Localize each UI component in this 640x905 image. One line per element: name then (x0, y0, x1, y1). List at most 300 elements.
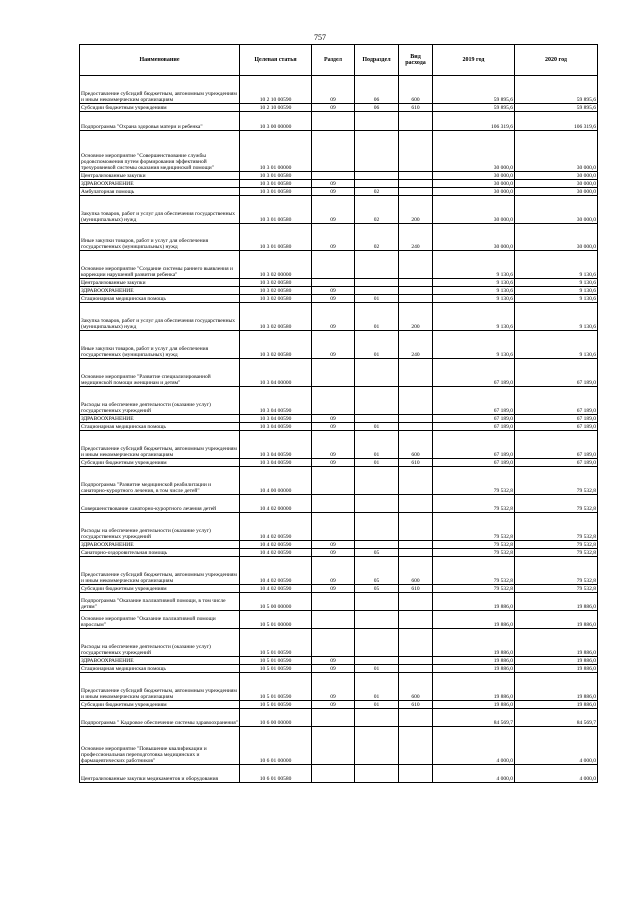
table-row (80, 331, 598, 359)
row-name: Централизованные закупки (80, 172, 240, 180)
row-name: Предоставление субсидий бюджетным, автономным учреждениям и иным некоммерческим организациям (80, 76, 240, 104)
row-amount-2019: 9 130,6 (433, 331, 515, 359)
table-row (80, 287, 598, 295)
budget-table (79, 44, 598, 783)
row-expense-type (399, 415, 433, 423)
row-subsection (355, 513, 399, 541)
row-name: Иные закупки товаров, работ и услуг для обеспечения государственных (муниципальных) нужд (80, 331, 240, 359)
row-name: Основное мероприятие "Совершенствование службы родовспоможения путем формирования эффективной трехуровневой системы оказания медицинской помощи" (80, 131, 240, 172)
table-row (80, 657, 598, 665)
row-name: Стационарная медицинская помощь (80, 295, 240, 303)
row-amount-2020: 30 000,0 (515, 180, 598, 188)
row-target: 10 4 02 00590 (240, 541, 312, 549)
row-expense-type (399, 131, 433, 172)
row-target: 10 3 04 00590 (240, 431, 312, 459)
row-amount-2020: 79 532,8 (515, 585, 598, 593)
row-expense-type (399, 423, 433, 431)
row-expense-type (399, 112, 433, 131)
row-name: Закупка товаров, работ и услуг для обеспечения государственных (муниципальных) нужд (80, 196, 240, 224)
row-amount-2019: 4 000,0 (433, 765, 515, 783)
row-section: 09 (312, 431, 355, 459)
table-row (80, 295, 598, 303)
row-amount-2019: 9 130,6 (433, 279, 515, 287)
row-target: 10 4 02 00590 (240, 549, 312, 557)
row-amount-2020: 30 000,0 (515, 188, 598, 196)
row-section: 09 (312, 303, 355, 331)
table-row (80, 279, 598, 287)
row-section: 09 (312, 541, 355, 549)
row-name: Подпрограмма " Кадровое обеспечение системы здравоохранения" (80, 709, 240, 727)
row-target: 10 5 01 00590 (240, 629, 312, 657)
row-amount-2019: 106 319,6 (433, 112, 515, 131)
row-expense-type: 610 (399, 459, 433, 467)
row-expense-type (399, 495, 433, 513)
table-row (80, 104, 598, 112)
row-amount-2020: 30 000,0 (515, 196, 598, 224)
row-expense-type (399, 387, 433, 415)
table-row (80, 303, 598, 331)
row-target: 10 6 01 00580 (240, 765, 312, 783)
row-subsection: 05 (355, 585, 399, 593)
row-amount-2020: 30 000,0 (515, 172, 598, 180)
row-section: 09 (312, 657, 355, 665)
table-row (80, 131, 598, 172)
row-name: ЗДРАВООХРАНЕНИЕ (80, 180, 240, 188)
row-name: Субсидии бюджетным учреждениям (80, 585, 240, 593)
row-section: 09 (312, 287, 355, 295)
row-expense-type: 200 (399, 196, 433, 224)
row-amount-2019: 30 000,0 (433, 196, 515, 224)
row-amount-2020: 19 886,0 (515, 611, 598, 629)
row-expense-type (399, 279, 433, 287)
row-amount-2019: 9 130,6 (433, 251, 515, 279)
row-name: Подпрограмма "Развитие медицинской реабилитации и санаторно-курортного лечения, в том числе детей" (80, 467, 240, 495)
row-amount-2019: 79 532,8 (433, 557, 515, 585)
row-subsection (355, 415, 399, 423)
row-section: 09 (312, 673, 355, 701)
table-row (80, 513, 598, 541)
row-section: 09 (312, 459, 355, 467)
row-name: Основное мероприятие "Развитие специализированной медицинской помощи женщинам и детям" (80, 359, 240, 387)
row-section: 09 (312, 76, 355, 104)
row-target: 10 2 10 00590 (240, 76, 312, 104)
row-target: 10 3 02 00580 (240, 279, 312, 287)
row-target: 10 4 02 00590 (240, 557, 312, 585)
table-row (80, 188, 598, 196)
row-section (312, 172, 355, 180)
row-amount-2020: 67 189,0 (515, 423, 598, 431)
row-subsection: 01 (355, 673, 399, 701)
row-section (312, 727, 355, 765)
row-amount-2020: 19 886,0 (515, 701, 598, 709)
table-row (80, 727, 598, 765)
row-section (312, 251, 355, 279)
row-subsection (355, 112, 399, 131)
row-amount-2019: 19 886,0 (433, 593, 515, 611)
page-number: 757 (314, 33, 326, 42)
row-name: Основное мероприятие "Оказание паллиативной помощи взрослым" (80, 611, 240, 629)
table-row (80, 585, 598, 593)
row-target: 10 3 04 00000 (240, 359, 312, 387)
row-expense-type (399, 629, 433, 657)
row-section: 09 (312, 557, 355, 585)
row-amount-2020: 9 130,6 (515, 287, 598, 295)
row-target: 10 5 01 00590 (240, 673, 312, 701)
row-amount-2019: 79 532,8 (433, 585, 515, 593)
table-row (80, 251, 598, 279)
row-subsection (355, 279, 399, 287)
table-row (80, 495, 598, 513)
row-expense-type (399, 295, 433, 303)
row-subsection: 01 (355, 423, 399, 431)
row-amount-2019: 79 532,8 (433, 541, 515, 549)
table-row (80, 459, 598, 467)
header-section: Раздел (312, 45, 355, 76)
table-row (80, 673, 598, 701)
row-name: Субсидии бюджетным учреждениям (80, 701, 240, 709)
row-amount-2020: 9 130,6 (515, 331, 598, 359)
row-amount-2019: 67 189,0 (433, 431, 515, 459)
table-header-row (80, 45, 598, 76)
row-subsection (355, 180, 399, 188)
row-expense-type: 200 (399, 303, 433, 331)
row-subsection: 06 (355, 76, 399, 104)
row-name: ЗДРАВООХРАНЕНИЕ (80, 287, 240, 295)
row-amount-2020: 9 130,6 (515, 279, 598, 287)
row-amount-2019: 59 895,6 (433, 76, 515, 104)
row-target: 10 3 02 00580 (240, 295, 312, 303)
row-subsection (355, 387, 399, 415)
row-section: 09 (312, 188, 355, 196)
row-amount-2020: 4 000,0 (515, 727, 598, 765)
row-name: Предоставление субсидий бюджетным, автономным учреждениям и иным некоммерческим организациям (80, 557, 240, 585)
row-name: Амбулаторная помощь (80, 188, 240, 196)
row-target: 10 3 01 00580 (240, 180, 312, 188)
row-amount-2019: 84 569,7 (433, 709, 515, 727)
header-2020: 2020 год (515, 45, 598, 76)
row-expense-type (399, 180, 433, 188)
row-target: 10 3 01 00580 (240, 172, 312, 180)
row-target: 10 3 02 00580 (240, 303, 312, 331)
row-target: 10 2 10 00590 (240, 104, 312, 112)
table-body (80, 76, 598, 783)
row-amount-2019: 9 130,6 (433, 287, 515, 295)
table-row (80, 549, 598, 557)
row-target: 10 3 01 00580 (240, 224, 312, 251)
row-name: Стационарная медицинская помощь (80, 665, 240, 673)
row-expense-type: 240 (399, 224, 433, 251)
row-amount-2020: 9 130,6 (515, 251, 598, 279)
table-row (80, 431, 598, 459)
row-subsection (355, 287, 399, 295)
row-amount-2020: 19 886,0 (515, 665, 598, 673)
row-target: 10 3 04 00590 (240, 415, 312, 423)
table-row (80, 765, 598, 783)
row-subsection (355, 709, 399, 727)
table-row (80, 196, 598, 224)
row-section (312, 387, 355, 415)
row-amount-2019: 19 886,0 (433, 611, 515, 629)
row-amount-2020: 19 886,0 (515, 593, 598, 611)
row-subsection (355, 172, 399, 180)
row-target: 10 4 02 00590 (240, 513, 312, 541)
row-expense-type (399, 727, 433, 765)
row-amount-2019: 30 000,0 (433, 131, 515, 172)
row-section: 09 (312, 415, 355, 423)
table-row (80, 709, 598, 727)
row-subsection (355, 467, 399, 495)
row-name: Иные закупки товаров, работ и услуг для обеспечения государственных (муниципальных) нужд (80, 224, 240, 251)
row-subsection: 06 (355, 104, 399, 112)
row-target: 10 5 00 00000 (240, 593, 312, 611)
row-amount-2019: 30 000,0 (433, 224, 515, 251)
row-subsection: 05 (355, 557, 399, 585)
row-target: 10 3 00 00000 (240, 112, 312, 131)
row-name: Централизованные закупки медикаментов и оборудования (80, 765, 240, 783)
row-subsection (355, 727, 399, 765)
row-subsection: 01 (355, 701, 399, 709)
row-subsection: 01 (355, 331, 399, 359)
row-amount-2019: 19 886,0 (433, 673, 515, 701)
row-expense-type (399, 359, 433, 387)
row-section (312, 131, 355, 172)
row-target: 10 3 04 00590 (240, 387, 312, 415)
row-target: 10 3 02 00580 (240, 331, 312, 359)
row-name: Закупка товаров, работ и услуг для обеспечения государственных (муниципальных) нужд (80, 303, 240, 331)
header-2019: 2019 год (433, 45, 515, 76)
row-expense-type (399, 593, 433, 611)
row-subsection (355, 359, 399, 387)
row-subsection: 05 (355, 549, 399, 557)
row-section (312, 279, 355, 287)
row-target: 10 3 02 00580 (240, 287, 312, 295)
row-expense-type (399, 549, 433, 557)
row-target: 10 4 02 00000 (240, 495, 312, 513)
table-row (80, 665, 598, 673)
row-section (312, 611, 355, 629)
row-name: Основное мероприятие "Создание системы раннего выявления и коррекции нарушений развития ребенка" (80, 251, 240, 279)
row-amount-2019: 4 000,0 (433, 727, 515, 765)
row-expense-type: 240 (399, 331, 433, 359)
row-amount-2019: 79 532,8 (433, 495, 515, 513)
header-name: Наименование (80, 45, 240, 76)
row-amount-2019: 19 886,0 (433, 665, 515, 673)
row-amount-2020: 84 569,7 (515, 709, 598, 727)
table-row (80, 387, 598, 415)
row-target: 10 6 01 00000 (240, 727, 312, 765)
row-target: 10 4 02 00590 (240, 585, 312, 593)
table-row (80, 359, 598, 387)
header-expense-type: Вид расхода (399, 45, 433, 76)
row-target: 10 3 02 00000 (240, 251, 312, 279)
row-amount-2019: 79 532,8 (433, 549, 515, 557)
row-subsection (355, 629, 399, 657)
row-name: Подпрограмма "Охрана здоровья матери и ребенка" (80, 112, 240, 131)
row-section: 09 (312, 180, 355, 188)
table-row (80, 112, 598, 131)
row-target: 10 3 04 00590 (240, 459, 312, 467)
row-subsection (355, 495, 399, 513)
table-row (80, 593, 598, 611)
row-subsection: 02 (355, 188, 399, 196)
header-target: Целевая статья (240, 45, 312, 76)
row-amount-2020: 59 895,6 (515, 104, 598, 112)
row-amount-2020: 67 189,0 (515, 387, 598, 415)
row-subsection: 01 (355, 459, 399, 467)
row-amount-2019: 9 130,6 (433, 295, 515, 303)
row-section (312, 765, 355, 783)
row-section (312, 359, 355, 387)
row-subsection: 02 (355, 224, 399, 251)
row-expense-type (399, 188, 433, 196)
row-name: Основное мероприятие "Повышение квалификации и профессиональная переподготовка медицинских и фармацевтических работников" (80, 727, 240, 765)
row-section: 09 (312, 423, 355, 431)
row-amount-2020: 79 532,8 (515, 541, 598, 549)
row-subsection (355, 765, 399, 783)
row-expense-type (399, 172, 433, 180)
row-expense-type: 600 (399, 557, 433, 585)
table-row (80, 224, 598, 251)
row-amount-2019: 67 189,0 (433, 387, 515, 415)
row-amount-2019: 79 532,8 (433, 467, 515, 495)
row-amount-2019: 67 189,0 (433, 359, 515, 387)
row-subsection: 01 (355, 295, 399, 303)
row-target: 10 3 01 00580 (240, 196, 312, 224)
table-row (80, 629, 598, 657)
table-row (80, 541, 598, 549)
row-expense-type (399, 657, 433, 665)
row-expense-type (399, 709, 433, 727)
row-section: 09 (312, 331, 355, 359)
row-name: Расходы на обеспечение деятельности (оказание услуг) государственных учреждений (80, 629, 240, 657)
row-name: Санаторно-оздоровительная помощь (80, 549, 240, 557)
row-subsection (355, 611, 399, 629)
table-row (80, 467, 598, 495)
row-subsection (355, 657, 399, 665)
row-amount-2020: 67 189,0 (515, 431, 598, 459)
row-name: Предоставление субсидий бюджетным, автономным учреждениям и иным некоммерческим организациям (80, 431, 240, 459)
row-name: Расходы на обеспечение деятельности (оказание услуг) государственных учреждений (80, 387, 240, 415)
row-subsection (355, 251, 399, 279)
row-amount-2020: 67 189,0 (515, 359, 598, 387)
row-amount-2020: 9 130,6 (515, 295, 598, 303)
row-target: 10 5 01 00590 (240, 665, 312, 673)
row-section (312, 112, 355, 131)
table-row (80, 180, 598, 188)
row-amount-2020: 79 532,8 (515, 513, 598, 541)
row-section: 09 (312, 295, 355, 303)
row-amount-2019: 30 000,0 (433, 172, 515, 180)
row-expense-type: 600 (399, 431, 433, 459)
row-expense-type: 610 (399, 104, 433, 112)
row-amount-2020: 19 886,0 (515, 629, 598, 657)
header-subsection: Подраздел (355, 45, 399, 76)
row-name: Централизованные закупки (80, 279, 240, 287)
row-expense-type (399, 513, 433, 541)
row-section (312, 593, 355, 611)
row-section: 09 (312, 665, 355, 673)
table-row (80, 76, 598, 104)
row-name: Субсидии бюджетным учреждениям (80, 459, 240, 467)
row-amount-2019: 67 189,0 (433, 423, 515, 431)
row-name: Предоставление субсидий бюджетным, автономным учреждениям и иным некоммерческим организациям (80, 673, 240, 701)
table-row (80, 423, 598, 431)
row-expense-type (399, 611, 433, 629)
table-row (80, 557, 598, 585)
row-amount-2019: 30 000,0 (433, 188, 515, 196)
row-amount-2020: 19 886,0 (515, 657, 598, 665)
row-expense-type: 600 (399, 76, 433, 104)
row-name: Подпрограмма "Оказание паллиативной помощи, в том числе детям" (80, 593, 240, 611)
row-section (312, 629, 355, 657)
row-expense-type (399, 251, 433, 279)
row-name: ЗДРАВООХРАНЕНИЕ (80, 657, 240, 665)
row-name: Совершенствование санаторно-курортного лечения детей (80, 495, 240, 513)
row-target: 10 3 04 00590 (240, 423, 312, 431)
row-amount-2020: 30 000,0 (515, 224, 598, 251)
row-target: 10 5 01 00590 (240, 701, 312, 709)
row-amount-2019: 67 189,0 (433, 415, 515, 423)
row-subsection: 02 (355, 196, 399, 224)
row-expense-type (399, 541, 433, 549)
row-section: 09 (312, 585, 355, 593)
table-row (80, 611, 598, 629)
row-amount-2020: 67 189,0 (515, 459, 598, 467)
row-section: 09 (312, 104, 355, 112)
row-target: 10 5 01 00000 (240, 611, 312, 629)
row-amount-2019: 67 189,0 (433, 459, 515, 467)
row-name: ЗДРАВООХРАНЕНИЕ (80, 541, 240, 549)
row-amount-2020: 79 532,8 (515, 549, 598, 557)
row-expense-type: 610 (399, 585, 433, 593)
row-name: Субсидии бюджетным учреждениям (80, 104, 240, 112)
row-amount-2020: 79 532,8 (515, 495, 598, 513)
table-row (80, 701, 598, 709)
row-amount-2019: 30 000,0 (433, 180, 515, 188)
row-amount-2019: 19 886,0 (433, 629, 515, 657)
row-amount-2020: 4 000,0 (515, 765, 598, 783)
row-section (312, 495, 355, 513)
row-amount-2020: 106 319,6 (515, 112, 598, 131)
row-subsection (355, 131, 399, 172)
row-target: 10 3 01 00580 (240, 188, 312, 196)
table-row (80, 172, 598, 180)
row-amount-2020: 9 130,6 (515, 303, 598, 331)
row-expense-type (399, 287, 433, 295)
row-amount-2020: 59 895,6 (515, 76, 598, 104)
row-name: ЗДРАВООХРАНЕНИЕ (80, 415, 240, 423)
row-target: 10 4 00 00000 (240, 467, 312, 495)
row-subsection: 01 (355, 303, 399, 331)
row-expense-type: 600 (399, 673, 433, 701)
row-section: 09 (312, 701, 355, 709)
row-name: Расходы на обеспечение деятельности (оказание услуг) государственных учреждений (80, 513, 240, 541)
row-amount-2020: 30 000,0 (515, 131, 598, 172)
row-subsection: 01 (355, 665, 399, 673)
row-subsection (355, 593, 399, 611)
row-subsection: 01 (355, 431, 399, 459)
row-amount-2019: 79 532,8 (433, 513, 515, 541)
row-section (312, 467, 355, 495)
row-amount-2020: 67 189,0 (515, 415, 598, 423)
row-section: 09 (312, 549, 355, 557)
row-target: 10 6 00 00000 (240, 709, 312, 727)
row-section (312, 709, 355, 727)
row-amount-2019: 19 886,0 (433, 701, 515, 709)
table-row (80, 415, 598, 423)
row-target: 10 3 01 00000 (240, 131, 312, 172)
row-amount-2020: 19 886,0 (515, 673, 598, 701)
